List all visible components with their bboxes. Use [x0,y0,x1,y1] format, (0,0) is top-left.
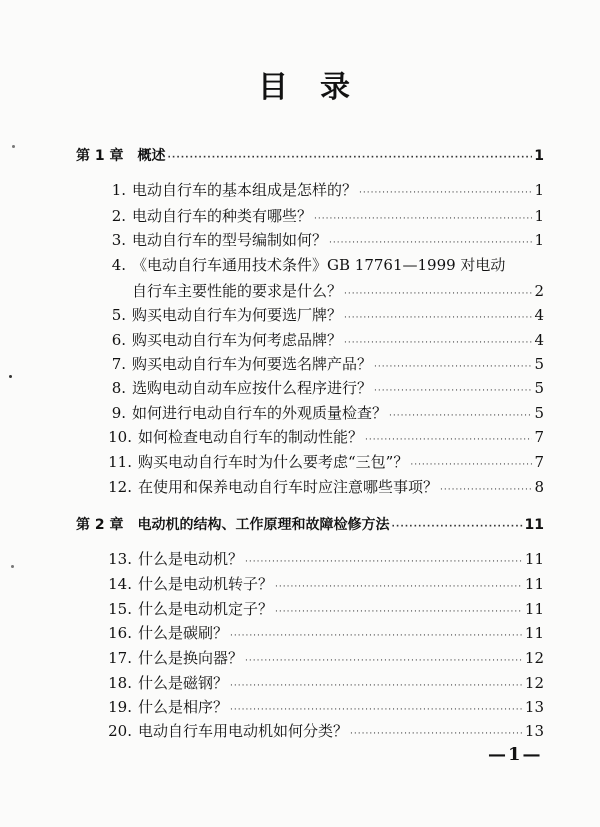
item-number: 20. [108,722,132,740]
item-number: 13. [108,550,132,568]
item-number: 12. [108,478,132,496]
item-number: 16. [108,624,132,642]
page-number: 11 [524,600,544,618]
page-number: 4 [534,306,544,324]
chapter-title: 电动机的结构、工作原理和故障检修方法 [137,517,390,533]
item-number: 15. [108,600,132,618]
toc-item[interactable] [100,230,544,253]
toc-item[interactable] [100,599,544,622]
leader-dots [344,284,532,304]
toc-item[interactable] [100,623,544,646]
item-title: 电动自行车的基本组成是怎样的？ [132,181,358,199]
leader-dots [350,724,523,744]
leader-dots [359,183,532,203]
page-number: 1 [534,148,544,164]
item-number: 8. [111,379,126,397]
toc-item[interactable] [100,180,544,203]
item-number: 6. [111,331,126,349]
item-number: 17. [108,649,132,667]
leader-dots [275,577,523,597]
item-title-continuation: 自行车主要性能的要求是什么？ [132,282,343,300]
item-number: 5. [111,306,126,324]
page-number: 5 [534,355,544,373]
item-title: 什么是磁钢？ [138,674,229,692]
leader-dots [410,455,532,475]
item-title: 什么是电动机？ [138,550,244,568]
item-title: 电动自行车的种类有哪些？ [132,207,313,225]
leader-dots [245,651,523,671]
toc-item[interactable] [100,697,544,720]
toc-chapter-2[interactable] [76,515,544,537]
scan-speck [11,565,14,568]
page-number: 7 [534,428,544,446]
page-number: 11 [524,550,544,568]
leader-dots [230,626,523,646]
item-title: 购买电动自行车时为什么要考虑“三包”？ [138,453,409,471]
page-footer-number: —1— [488,744,543,765]
leader-dots [389,406,532,426]
item-number: 9. [111,404,126,422]
page-number: 8 [534,478,544,496]
item-title: 如何进行电动自行车的外观质量检查？ [132,404,388,422]
item-title: 在使用和保养电动自行车时应注意哪些事项？ [138,478,439,496]
chapter-label: 第 1 章 [76,148,124,164]
leader-dots [245,552,523,572]
page-number: 13 [524,698,544,716]
item-number: 11. [108,453,132,471]
toc-item[interactable] [100,549,544,572]
leader-dots [329,233,532,253]
page-number: 7 [534,453,544,471]
chapter-label: 第 2 章 [76,517,124,533]
leader-dots [230,700,523,720]
leader-dots [275,602,523,622]
toc-item[interactable] [100,354,544,377]
item-number: 18. [108,674,132,692]
item-title: 电动自行车用电动机如何分类？ [138,722,349,740]
page-number: 11 [524,575,544,593]
item-title: 什么是碳刷？ [138,624,229,642]
item-number: 3. [111,231,126,249]
scan-speck [9,375,12,378]
leader-dots [314,209,532,229]
toc-item[interactable] [100,378,544,401]
item-title: 什么是换向器？ [138,649,244,667]
toc-item[interactable] [100,673,544,696]
item-number: 7. [111,355,126,373]
leader-dots [344,308,532,328]
item-number: 19. [108,698,132,716]
page-number: 12 [524,649,544,667]
page-number: 11 [524,517,544,533]
item-number: 2. [111,207,126,225]
item-title: 什么是电动机转子？ [138,575,274,593]
leader-dots [344,333,532,353]
item-title: 什么是相序？ [138,698,229,716]
page-number: 2 [534,282,544,300]
leader-dots [374,357,532,377]
toc-item[interactable] [100,477,544,500]
leader-dots [365,430,532,450]
leader-dots [392,517,523,537]
leader-dots [440,480,532,500]
item-title: 电动自行车的型号编制如何？ [132,231,328,249]
toc-item[interactable] [100,721,544,744]
page-number: 4 [534,331,544,349]
toc-item[interactable] [100,330,544,353]
toc-item-first-line[interactable] [100,255,544,275]
item-title: 什么是电动机定子？ [138,600,274,618]
item-title: 购买电动自行车为何要选名牌产品？ [132,355,373,373]
title-char-2: 录 [320,70,350,105]
item-title: 购买电动自行车为何要选厂牌？ [132,306,343,324]
scan-speck [12,145,15,148]
page-number: 5 [534,404,544,422]
page-number: 5 [534,379,544,397]
item-number: 14. [108,575,132,593]
item-number: 10. [108,428,132,446]
chapter-title: 概述 [137,148,166,164]
toc-item-continuation[interactable] [132,281,544,304]
toc-item[interactable] [100,206,544,229]
toc-item[interactable] [100,574,544,597]
toc-item[interactable] [100,452,544,475]
toc-item[interactable] [100,648,544,671]
toc-item[interactable] [100,305,544,328]
toc-item[interactable] [100,427,544,450]
title-char-1: 目 [258,70,288,105]
toc-item[interactable] [100,403,544,426]
item-title: 选购电动自动车应按什么程序进行？ [132,379,373,397]
item-title: 《电动自行车通用技术条件》GB 17761—1999 对电动 [132,256,506,274]
page-number: 1 [534,207,544,225]
page-number: 1 [534,181,544,199]
leader-dots [374,381,532,401]
leader-dots [168,148,533,168]
page-number: 13 [524,722,544,740]
toc-chapter-1[interactable] [76,146,544,168]
page-number: 12 [524,674,544,692]
item-title: 购买电动自行车为何考虑品牌？ [132,331,343,349]
page-number: 11 [524,624,544,642]
item-number: 1. [111,181,126,199]
leader-dots [230,676,523,696]
item-title: 如何检查电动自行车的制动性能？ [138,428,364,446]
item-number: 4. [111,256,126,274]
page-number: 1 [534,231,544,249]
